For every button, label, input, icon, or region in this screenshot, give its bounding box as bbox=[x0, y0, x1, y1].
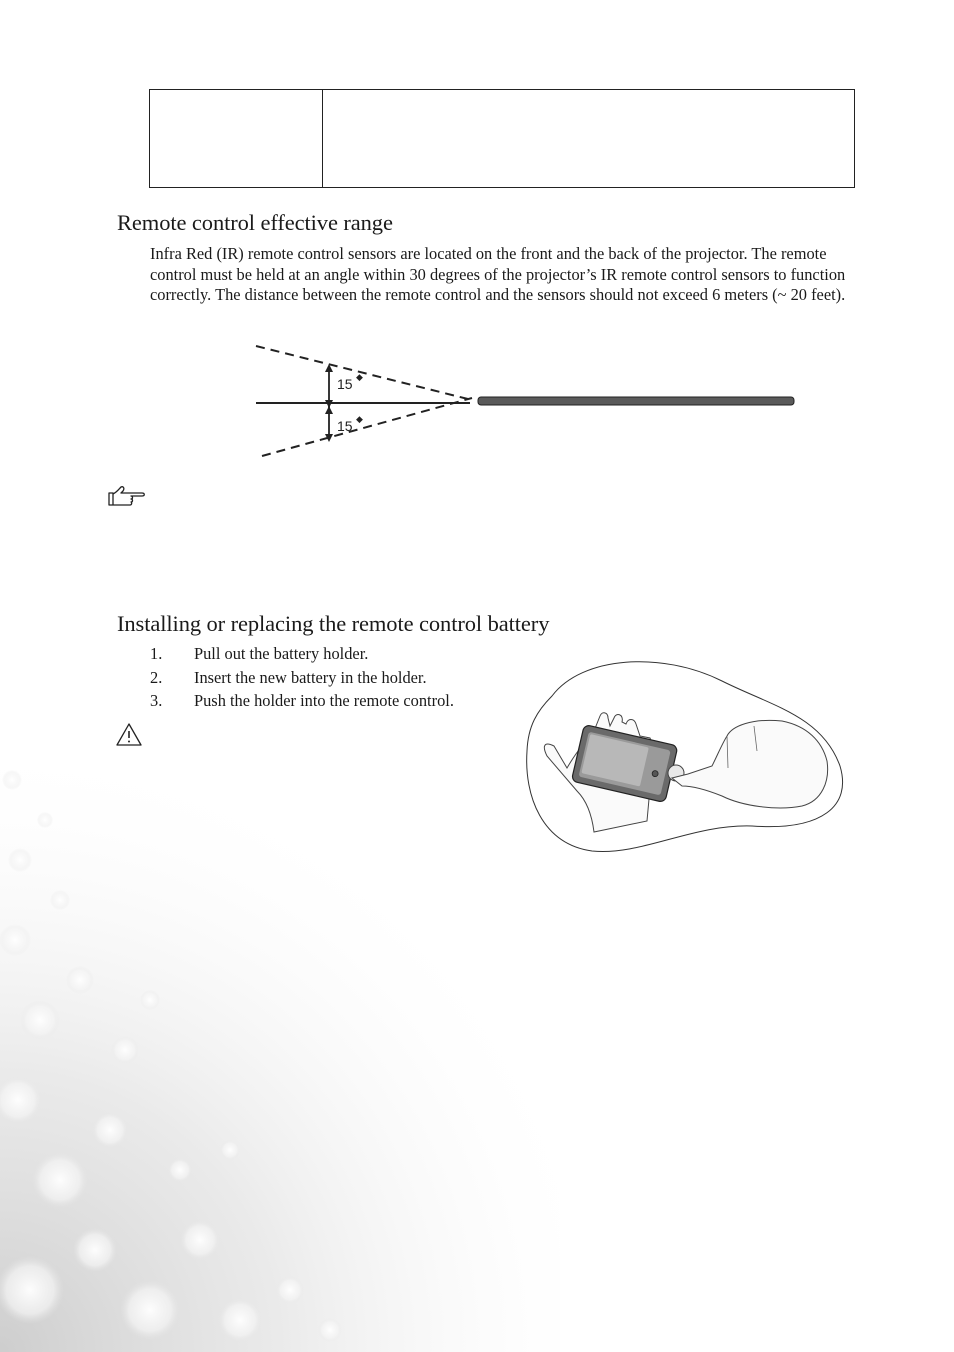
lower-angle-label: 15 bbox=[337, 418, 353, 434]
lower-degree-mark: ◆ bbox=[356, 414, 363, 424]
ir-range-diagram bbox=[252, 340, 798, 460]
continued-table bbox=[149, 89, 855, 188]
step-text: Pull out the battery holder. bbox=[194, 644, 369, 663]
table-cell-right bbox=[323, 90, 855, 188]
step-text: Push the holder into the remote control. bbox=[194, 691, 454, 710]
lower-boundary-line bbox=[262, 398, 472, 456]
step-number: 2. bbox=[150, 667, 163, 687]
warning-triangle-icon bbox=[115, 722, 143, 748]
step-text: Insert the new battery in the holder. bbox=[194, 667, 427, 687]
pointing-hand-icon bbox=[107, 485, 147, 507]
list-item bbox=[150, 668, 454, 692]
upper-boundary-line bbox=[256, 346, 472, 400]
table-cell-left bbox=[150, 90, 323, 188]
list-item bbox=[150, 644, 454, 668]
section-heading-remote-range: Remote control effective range bbox=[117, 210, 393, 235]
step-number: 1. bbox=[150, 644, 163, 663]
upper-degree-mark: ◆ bbox=[356, 372, 363, 382]
step-number: 3. bbox=[150, 691, 163, 710]
remote-range-paragraph: Infra Red (IR) remote control sensors are located on the front and the back of the projector. The remote control must be held at an angle within 30 degrees of the projector’s IR remote control sensors to function correctly. The distance between the remote control and the sensors should not exceed 6 meters (~ 20 feet). bbox=[150, 244, 846, 305]
upper-angle-label: 15 bbox=[337, 376, 353, 392]
battery-steps-list bbox=[150, 644, 454, 715]
projector-side-bar bbox=[478, 397, 794, 405]
section-heading-battery: Installing or replacing the remote control battery bbox=[117, 611, 550, 636]
list-item bbox=[150, 691, 454, 715]
battery-replacement-illustration bbox=[522, 656, 846, 856]
